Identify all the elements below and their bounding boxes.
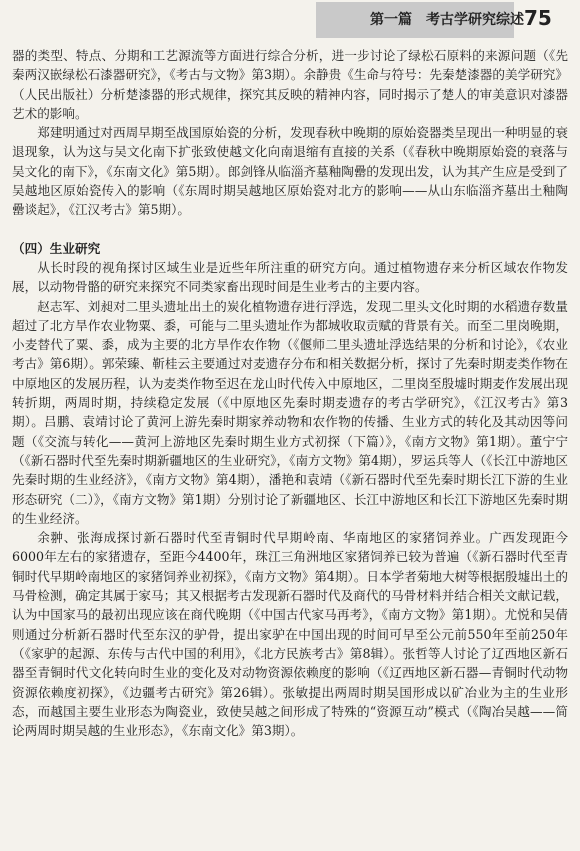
paragraph: 从长时段的视角探讨区域生业是近些年所注重的研究方向。通过植物遗存来分析区域农作物发展，以动物骨骼的研究来探究不同类家畜出现时间是生业考古的主要内容。 <box>12 259 568 295</box>
page-number: 75 <box>524 6 552 30</box>
paragraph: 器的类型、特点、分期和工艺源流等方面进行综合分析，进一步讨论了绿松石原料的来源问题（《先秦两汉嵌绿松石漆器研究》，《考古与文物》第3期）。余静贵《生命与符号：先秦楚漆器的美学研究》（人民出版社）分析楚漆器的形式规律，探究其反映的精神内容，同时揭示了楚人的审美意识对漆器艺术的影响。 <box>12 48 568 121</box>
running-header <box>0 0 580 42</box>
section-heading: （四）生业研究 <box>12 240 101 256</box>
page-body <box>12 46 568 740</box>
header-section-title: 第一篇 考古学研究综述 <box>370 12 524 28</box>
paragraph: 余翀、张海成探讨新石器时代至青铜时代早期岭南、华南地区的家猪饲养业。广西发现距今6000年左右的家猪遗存，至距今4400年，珠江三角洲地区家猪饲养已较为普遍（《新石器时代至青铜时代早期岭南地区的家猪饲养业初探》，《南方文物》第4期）。日本学者菊地大树等根据殷墟出土的马骨检测，确定其属于家马；其又根据考古发现新石器时代及商代的马骨材料并结合相关文献记载，认为中国家马的最初出现应该在商代晚期（《中国古代家马再考》，《南方文物》第1期）。尤悦和吴倩则通过分析新石器时代至东汉的驴骨，提出家驴在中国出现的时间可早至公元前550年至前250年（《家驴的起源、东传与古代中国的利用》，《北方民族考古》第8辑）。张哲等人讨论了辽西地区新石器至青铜时代文化转向时生业的变化及对动物资源依赖度的影响（《辽西地区新石器—青铜时代动物资源依赖度初探》，《边疆考古研究》第26辑）。张敏提出两周时期吴国形成以矿冶业为主的生业形态，而越国主要生业形态为陶瓷业，致使吴越之间形成了特殊的“资源互动”模式（《陶冶吴越——简论两周时期吴越的生业形态》，《东南文化》第3期）。 <box>12 530 568 739</box>
section-gap <box>12 220 568 239</box>
paragraph: 郑建明通过对西周早期至战国原始瓷的分析，发现春秋中晚期的原始瓷器类呈现出一种明显的衰退现象，认为这与吴文化南下扩张致使越文化向南退缩有直接的关系（《春秋中晚期原始瓷的衰落与吴文化的南下》，《东南文化》第5期）。郎剑锋从临淄齐墓釉陶罍的发现出发，认为其产生应是受到了吴越地区原始瓷传入的影响（《东周时期吴越地区原始瓷对北方的影响——从山东临淄齐墓出土釉陶罍谈起》，《江汉考古》第5期）。 <box>12 125 568 218</box>
paragraph: 赵志军、刘昶对二里头遗址出土的炭化植物遗存进行浮选，发现二里头文化时期的水稻遗存数量超过了北方旱作农业物粟、黍，可能与二里头遗址作为都城收取贡赋的背景有关。而至二里岗晚期，小麦替代了粟、黍，成为主要的北方旱作农作物（《偃师二里头遗址浮选结果的分析和讨论》，《农业考古》第6期）。郭荣臻、靳桂云主要通过对麦遗存分布和相关数据分析，探讨了先秦时期麦类作物在中原地区的发展历程，认为麦类作物至迟在龙山时代传入中原地区，二里岗至殷墟时期麦作发展出现转折期，两周时期，持续稳定发展（《中原地区先秦时期麦遗存的考古学研究》，《江汉考古》第3期）。吕鹏、袁靖讨论了黄河上游先秦时期家养动物和农作物的传播、生业方式的转化及其动因等问题（《交流与转化——黄河上游地区先秦时期生业方式初探（下篇）》，《南方文物》第1期）。董宁宁（《新石器时代至先秦时期新疆地区的生业研究》，《南方文物》第4期），罗运兵等人（《长江中游地区先秦时期的生业经济》，《南方文物》第4期），潘艳和袁靖（《新石器时代至先秦时期长江下游的生业形态研究（二）》，《南方文物》第1期）分别讨论了新疆地区、长江中游地区和长江下游地区先秦时期的生业经济。 <box>12 298 568 526</box>
